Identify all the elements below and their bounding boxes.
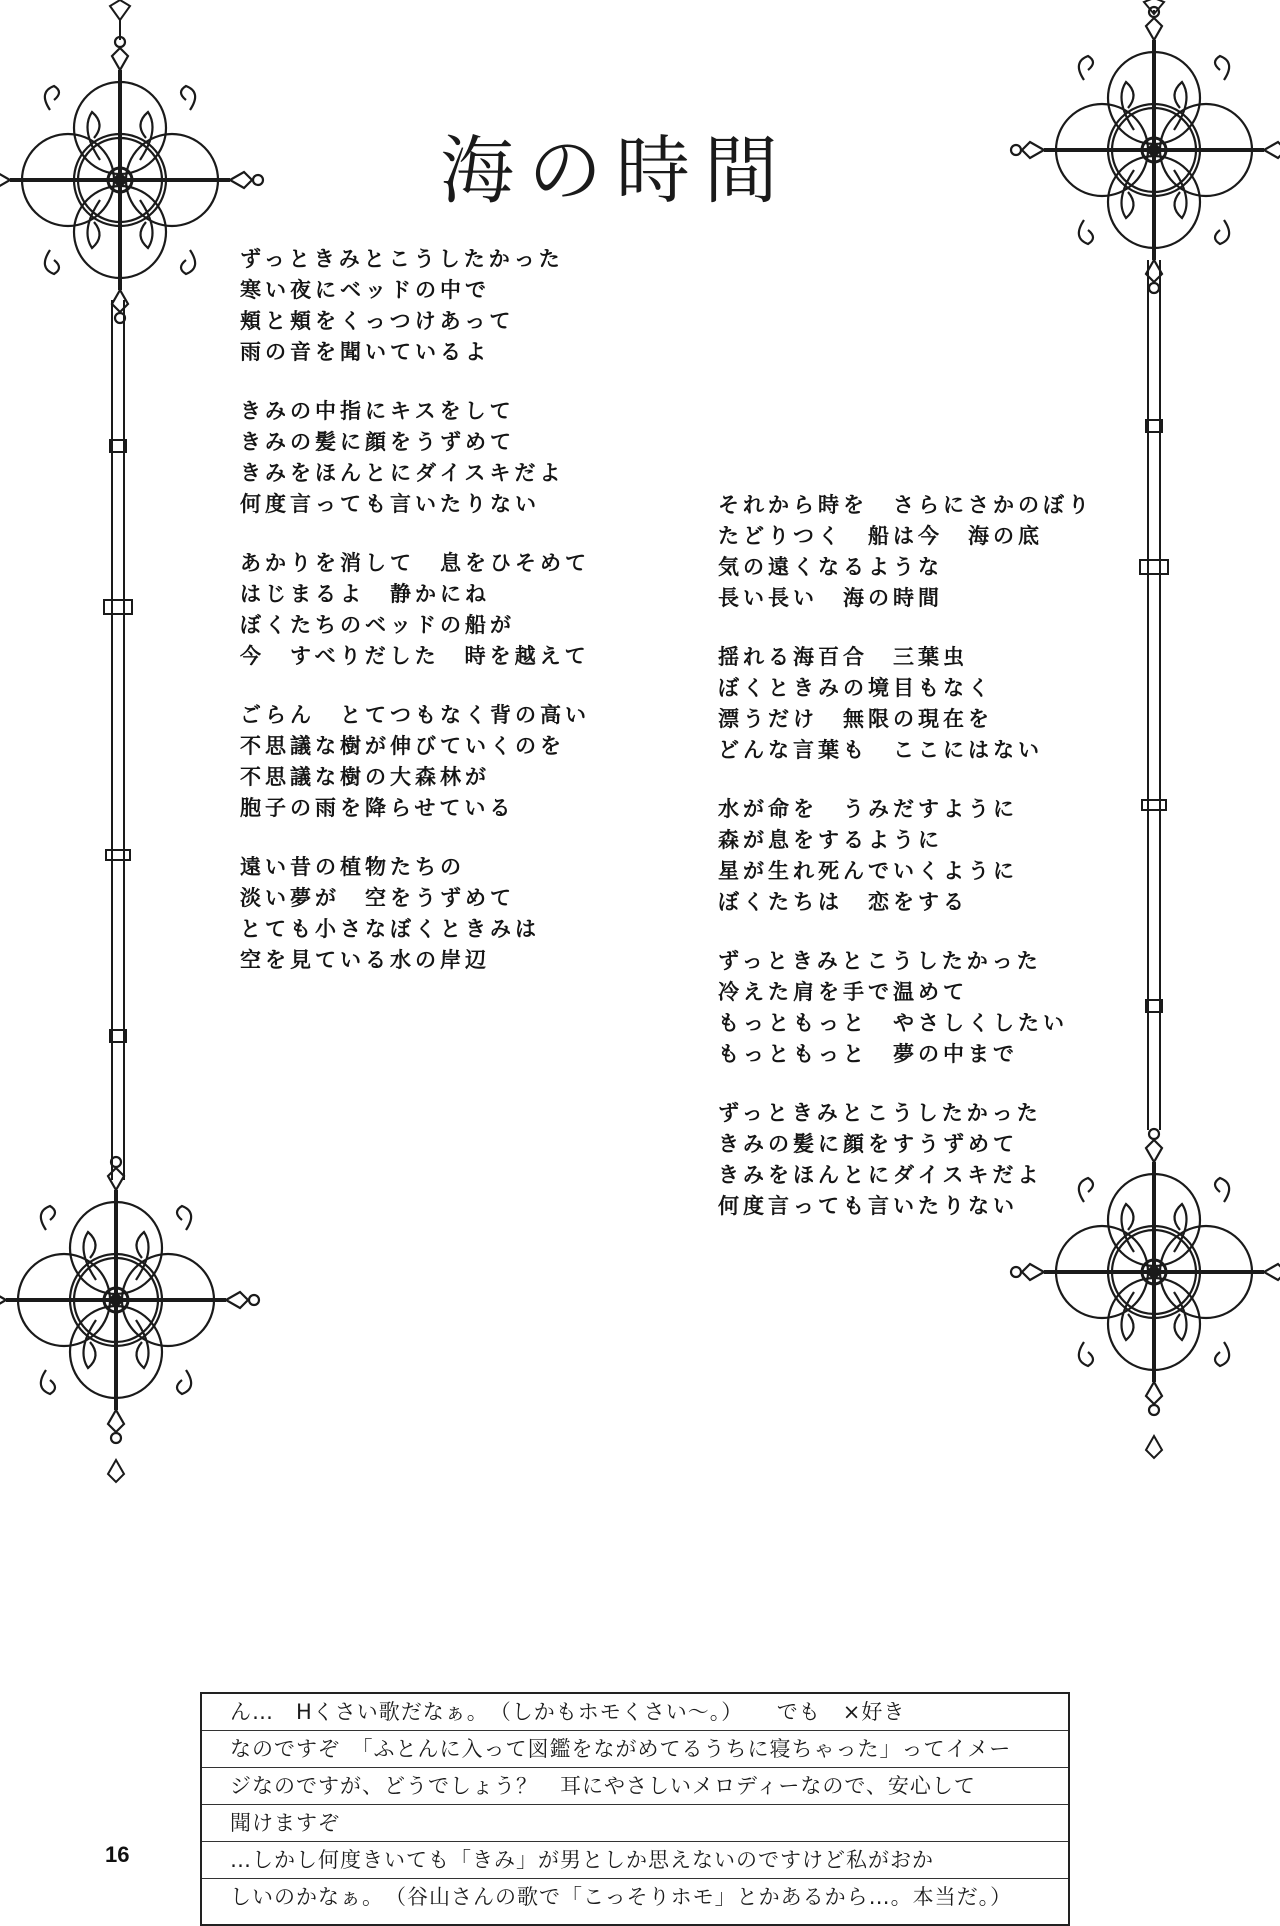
lyrics-left-column [240,244,720,1004]
lyric-line: 不思議な樹の大森林が [240,765,490,789]
lyric-line: ずっときみとこうしたかった [718,1101,1042,1125]
memo-line: 聞けますぞ [202,1805,1068,1842]
lyric-line: それから時を さらにさかのぼり [718,493,1093,517]
memo-line: ん… Hくさい歌だなぁ。 （しかもホモくさい〜。） でも ×好き [202,1694,1068,1731]
lyric-line: 不思議な樹が伸びていくのを [240,734,565,758]
lyric-line: ぼくたちは 恋をする [718,890,968,914]
lyric-line: 雨の音を聞いているよ [240,340,490,364]
lyric-line: 漂うだけ 無限の現在を [718,707,993,731]
page-number: 16 [105,1842,130,1867]
lyric-line: ごらん とてつもなく背の高い [240,703,590,727]
lyric-line: 寒い夜にベッドの中で [240,278,490,302]
memo-line: なのですぞ 「ふとんに入って図鑑をながめてるうちに寝ちゃった」ってイメー [202,1731,1068,1768]
lyric-line: きみの髪に顔をすうずめて [718,1132,1018,1156]
lyric-line: 何度言っても言いたりない [718,1194,1018,1218]
lyric-stanza [718,642,1198,766]
lyric-line: どんな言葉も ここにはない [718,738,1043,762]
lyric-stanza [718,794,1198,918]
lyric-stanza [718,490,1198,614]
lyric-line: 揺れる海百合 三葉虫 [718,645,968,669]
lyric-line: 頬と頬をくっつけあって [240,309,515,333]
lyric-line: もっともっと 夢の中まで [718,1042,1018,1066]
lyric-line: 星が生れ死んでいくように [718,859,1018,883]
lyric-stanza [240,244,720,368]
lyric-line: ぼくときみの境目もなく [718,676,993,700]
page-title: 海の時間 [440,128,792,214]
lyric-line: もっともっと やさしくしたい [718,1011,1068,1035]
lyric-line: はじまるよ 静かにね [240,582,490,606]
lyric-line: ずっときみとこうしたかった [240,247,564,271]
lyric-line: 遠い昔の植物たちの [240,855,465,879]
lyric-line: きみをほんとにダイスキだよ [718,1163,1043,1187]
lyric-line: 長い長い 海の時間 [718,586,943,610]
lyric-line: ぼくたちのベッドの船が [240,613,515,637]
lyric-line: 今 すべりだした 時を越えて [240,644,590,668]
memo-line: しいのかなぁ。 （谷山さんの歌で「こっそりホモ」とかあるから…。本当だ。） [230,1885,1013,1909]
lyric-stanza [240,700,720,824]
lyric-line: 淡い夢が 空をうずめて [240,886,515,910]
lyric-line: きみの中指にキスをして [240,399,515,423]
lyric-line: ずっときみとこうしたかった [718,949,1042,973]
lyric-line: 気の遠くなるような [718,555,943,579]
lyric-line: きみの髪に顔をうずめて [240,430,515,454]
memo-line: ジなのですが、どうでしょう？ 耳にやさしいメロディーなので、安心して [202,1768,1068,1805]
lyric-stanza [718,946,1198,1070]
lyric-line: きみをほんとにダイスキだよ [240,461,565,485]
lyric-line: あかりを消して 息をひそめて [240,551,590,575]
lyric-stanza [240,852,720,976]
lyric-line: 何度言っても言いたりない [240,492,540,516]
lyric-stanza [240,548,720,672]
handwritten-memo-box [200,1692,1070,1926]
lyric-stanza [240,396,720,520]
lyric-line: たどりつく 船は今 海の底 [718,524,1043,548]
lyric-line: 水が命を うみだすように [718,797,1018,821]
lyrics-right-column [718,490,1198,1250]
lyric-line: 空を見ている水の岸辺 [240,948,490,972]
lyric-line: 胞子の雨を降らせている [240,796,515,820]
lyric-line: 森が息をするように [718,828,943,852]
lyric-stanza [718,1098,1198,1222]
memo-line: …しかし何度きいても「きみ」が男としか思えないのですけど私がおか [202,1842,1068,1879]
lyric-line: とても小さなぼくときみは [240,917,540,941]
lyric-line: 冷えた肩を手で温めて [718,980,968,1004]
